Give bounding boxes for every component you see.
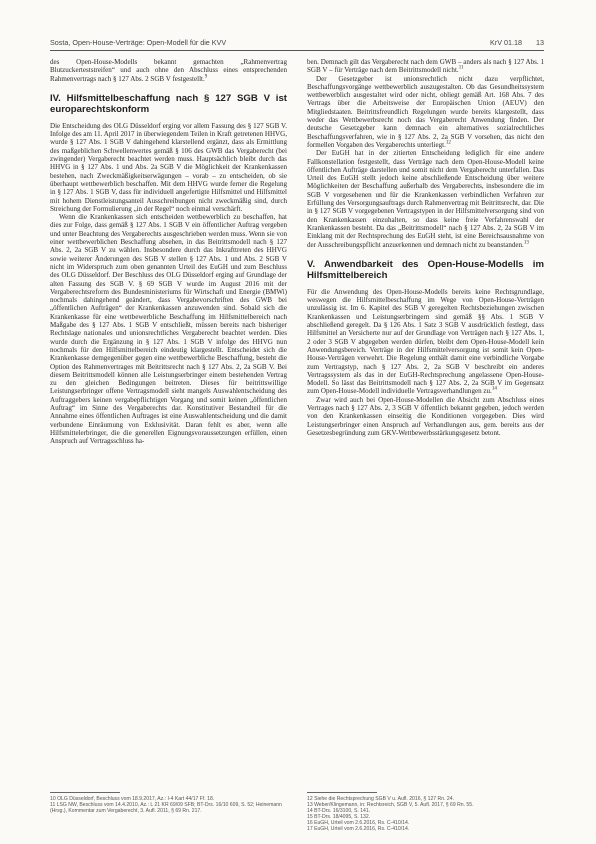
paragraph: Der Gesetzgeber ist unionsrechtlich nicht dazu verpflichtet, Beschaffungsvorgänge wettbewerblich auszugestalten. Ob das Gesundheitssystem wettbewerblich ausgestaltet wird oder nicht, obliegt gemäß Art. 168 Abs. 7 des Vertrags über die Arbeitsweise der Europäischen Union (AEUV) den Mitgliedstaaten. Beitrittsfreundlich Regelungen wurde bereits klargestellt, dass weder das Wettbewerbsrecht noch das Vergaberecht Anwendung finden. Der deutsche Gesetzgeber kann demnach ein alternatives sozialrechtliches Beschaffungsverfahren, wie in § 127 Abs. 2, 2a SGB V vorsehen, das nicht den formellen Vorgaben des Vergaberechts unterliegt.$^{12}$ bbox=[307, 74, 544, 149]
footnotes-left bbox=[50, 792, 287, 814]
footnote-ref: 13 bbox=[523, 240, 529, 246]
paragraph: Die Entscheidung des OLG Düsseldorf erging vor allem Fassung des § 127 SGB V. Infolge des am 11. April 2017 in überwiegendem Teilen in Kraft getretenen HHVG, wurde § 127 Abs. 1 SGB V dahingehend klarstellend ergänzt, dass als Ermittlung des maßgeblichen Schwellenwertes gemäß § 106 des GWB das Vergaberecht (bei zwingender) Vergaberecht beachtet werden muss. Hauptsächlich bleibt durch das HHVG in § 127 Abs. 1 und Abs. 2a SGB V die Möglichkeit der Krankenkassen bestehen, nach Zweckmäßigkeitserwägungen – vorab – zu entscheiden, ob sie überhaupt wettbewerblich beschaffen. Mit dem HHVG wurde ferner die Regelung in § 127 Abs. 1 SGB V, dass für individuell angefertigte Hilfsmittel und Hilfsmittel mit hohem Dienstleistungsanteil Ausschreibungen nicht zweckmäßig sind, durch Streichung der Formulierung „in der Regel“ noch einmal verschärft. bbox=[50, 121, 287, 213]
header-title: Sosta, Open-House-Verträge: Open-Modell für die KVV bbox=[50, 38, 227, 47]
paragraph: Für die Anwendung des Open-House-Modells bereits keine Rechtsgrundlage, weswegen die Hilfsmittelbeschaffung im Wege von Open-House-Verträgen unzulässig ist. Im 6. Kapitel des SGB V geregelten Rechtsbeziehungen zwischen Krankenkassen und Leistungserbringern sind gemäß §§ Abs. 1 SGB V abschließend geregelt. Da § 126 Abs. 1 Satz 3 SGB V ausdrücklich festlegt, dass Hilfsmittel an Versicherte nur auf der Grundlage von Verträgen nach § 127 Abs. 1, 2 oder 3 SGB V abgegeben werden dürfen, bleibt dem Open-House-Modell kein Anwendungsbereich. Verträge in der Hilfsmittelversorgung ist somit kein Open-House-Verträgen verwehrt. Die Regelung enthält damit eine verbindliche Vorgabe zum Vertragstyp, nach § 127 Abs. 2, 2a SGB V beschreibt ein anderes Vertragssystem als das in der EuGH-Rechtsprechung angelassene Open-House-Modell. So lässt das Beitrittsmodell nach § 127 Abs. 2, 2a SGB V im Gegensatz zum Open-House-Modell individuelle Vertragsverhandlungen zu.$^{14}$ bbox=[307, 287, 544, 396]
footnote: 14 BT-Drs. 16/3100, S. 141. bbox=[307, 808, 371, 815]
page-number: 13 bbox=[536, 38, 544, 47]
section-heading-v: V. Anwendbarkeit des Open-House-Modells im Hilfsmittelbereich bbox=[307, 258, 544, 281]
paragraph: Der EuGH hat in der zitierten Entscheidung lediglich für eine andere Fallkonstellation festgestellt, dass Verträge nach dem Open-House-Modell keine öffentlichen Aufträge darstellen und somit nicht dem Vergaberecht unterfallen. Das Urteil des EuGH stellt jedoch keine abschließende Entscheidung über weitere Möglichkeiten der Beschaffung außerhalb des Vergaberechts, insbesondere die im SGB V vorgesehenen und für die Krankenkassen verbindlichen Verfahren zur Erfüllung des Versorgungsauftrags durch Rahmenvertrag mit Beitrittsrecht, dar. Die in § 127 SGB V vorgegebenen Vertragstypen in der Hilfsmittelversorgung sind von den Krankenkassen einzuhalten, so dass keine freie Verfahrenswahl der Krankenkassen besteht. Da das „Beitrittsmodell“ nach § 127 Abs. 2, 2a SGB V im Einklang mit der Rechtsprechung des EuGH steht, ist eine Bereichsausnahme von der Ausschreibungspflicht anzuerkennen und demnach nicht zu beanstanden.$^{13}$ bbox=[307, 149, 544, 249]
footnote-ref: 14 bbox=[491, 387, 497, 393]
intro-paragraph: des Open-House-Modells bekannt gemachten „Rahmenvertrag Blutzuckerteststreifen“ und auch ohne den Abschluss eines entsprechenden Rahmenvertrags nach § 127 Abs. 2 SGB V festgestellt.$^9$ bbox=[50, 58, 287, 83]
left-column bbox=[50, 58, 287, 445]
footnote-ref: 11 bbox=[458, 65, 464, 71]
header-meta bbox=[478, 38, 544, 47]
right-column bbox=[307, 58, 544, 437]
footnote: 12 Siehe die Rechtsprechung SGB V u. Aufl. 2016, § 127 Rn. 24. bbox=[307, 796, 454, 802]
footnote-ref: 9 bbox=[204, 74, 208, 80]
paragraph: Wenn die Krankenkassen sich entscheiden wettbewerblich zu beschaffen, hat dies zur Folge, dass gemäß § 127 Abs. 1 SGB V ein öffentlicher Auftrag vergeben und unter Beachtung des Vergaberechts ausgeschrieben werden muss. Wenn sie von einer wettbewerblichen Beschaffung absehen, in das Beitrittsmodell nach § 127 Abs. 2, 2a SGB V zu wählen. Insbesondere durch das Inkrafttreten des HHVG sowie weiterer Änderungen des SGB V stellen § 127 Abs. 1 und Abs. 2 SGB V nicht im Widerspruch zum oben genannten Urteil des EuGH und zum Beschluss des OLG Düsseldorf. Der Beschluss des OLG Düsseldorf erging auf Grundlage der alten Fassung des SGB V. § 69 SGB V wurde im August 2016 mit der Vergaberechtsreform des Bundesministeriums für Wirtschaft und Energie (BMWi) nochmals dahingehend geändert, dass Vergabevorschriften des GWB bei „öffentlichen Aufträgen“ der Krankenkassen anzuwenden sind. Sobald sich die Krankenkasse für eine wettbewerbliche Beschaffung im Hilfsmittelbereich nach Maßgabe des § 127 Abs. 1 SGB V entschließt, müssen bereits nach bisheriger Rechtslage nationales und unionsrechtliches Vergaberecht beachtet werden. Dies wurde durch die Ergänzung in § 127 Abs. 1 SGB V infolge des HHVG nun nochmals für den Hilfsmittelbereich eindeutig klargestellt. Entscheidet sich die Krankenkasse demgegenüber gegen eine wettbewerbliche Beschaffung, besteht die Option des Rahmenvertrages mit Beitrittsrecht nach § 127 Abs. 2, 2a SGB V. Bei diesem Beitrittsmodell können alle Leistungserbringer einem bestehenden Vertrag zu den gleichen Bedingungen beitreten. Dieses für beitrittswillige Leistungserbringer offene Vertragsmodell sieht mangels Auswahlentscheidung des Auftraggebers keinen vergabepflichtigen Vorgang und somit keinen „öffentlichen Auftrag“ im Sinne des Vergaberechts dar. Konstitutiver Bestandteil für die Annahme eines öffentlichen Auftrages ist eine Auswahlentscheidung und die damit verbundene Einräumung von Exklusivität. Daran fehlt es aber, wenn alle Hilfsmittelerbringer, die die generellen Eignungsvoraussetzungen erfüllen, einen Anspruch auf Vertragsschluss ha- bbox=[50, 213, 287, 446]
footnote: 10 OLG Düsseldorf, Beschluss vom 18.9.2017, Az.: I-4 Kart 44/17 Ff. 18. bbox=[50, 796, 215, 802]
running-header bbox=[50, 36, 544, 51]
footnote-rule bbox=[50, 792, 120, 793]
footnote: 13 Weber/Klingemann, in: Rechtsreich, SGB V, 5. Aufl. 2017, § 69 Rn. 55. bbox=[307, 802, 474, 809]
footnote-rule bbox=[307, 792, 377, 793]
footnotes-right bbox=[307, 792, 544, 833]
paragraph: ben. Demnach gilt das Vergaberecht nach dem GWB – anders als nach § 127 Abs. 1 SGB V – für Verträge nach dem Beitrittsmodell nicht.$^{11}$ bbox=[307, 58, 544, 75]
section-heading-iv: IV. Hilfsmittelbeschaffung nach § 127 SGB V ist europarechtskonform bbox=[50, 92, 287, 115]
footnote: 11 LSG NW, Beschluss vom 14.4.2010, Az.: L 21 KR 69/09 SFB; BT-Drs. 16/10 609, S. 52; Heinemann (Hrsg.), Kommentar zum Vergaberecht, 3. Aufl. 2011, § 69 Rn. 217. bbox=[50, 802, 282, 815]
footnote-ref: 12 bbox=[445, 140, 451, 146]
footnote: 15 BT-Drs. 18/4095, S. 132. bbox=[307, 814, 371, 821]
footnote: 17 EuGH, Urteil vom 2.6.2016, Rs. C-410/14. bbox=[307, 826, 410, 833]
paragraph: Zwar wird auch bei Open-House-Modellen die Absicht zum Abschluss eines Vertrages nach § 127 Abs. 2, 3 SGB V öffentlich bekannt gegeben, jedoch werden von den Krankenkassen einseitig die Konditionen vorgegeben. Dies wird Leistungserbringer einen Anspruch auf Verhandlungen aus, gem. bereits aus der Gesetzesbegründung zum GKV-Wettbewerbsstärkungsgesetz betont. bbox=[307, 395, 544, 437]
footnote: 16 EuGH, Urteil vom 2.6.2016, Rs. C-410/14. bbox=[307, 820, 410, 827]
journal-issue: KrV 01.18 bbox=[490, 38, 522, 47]
